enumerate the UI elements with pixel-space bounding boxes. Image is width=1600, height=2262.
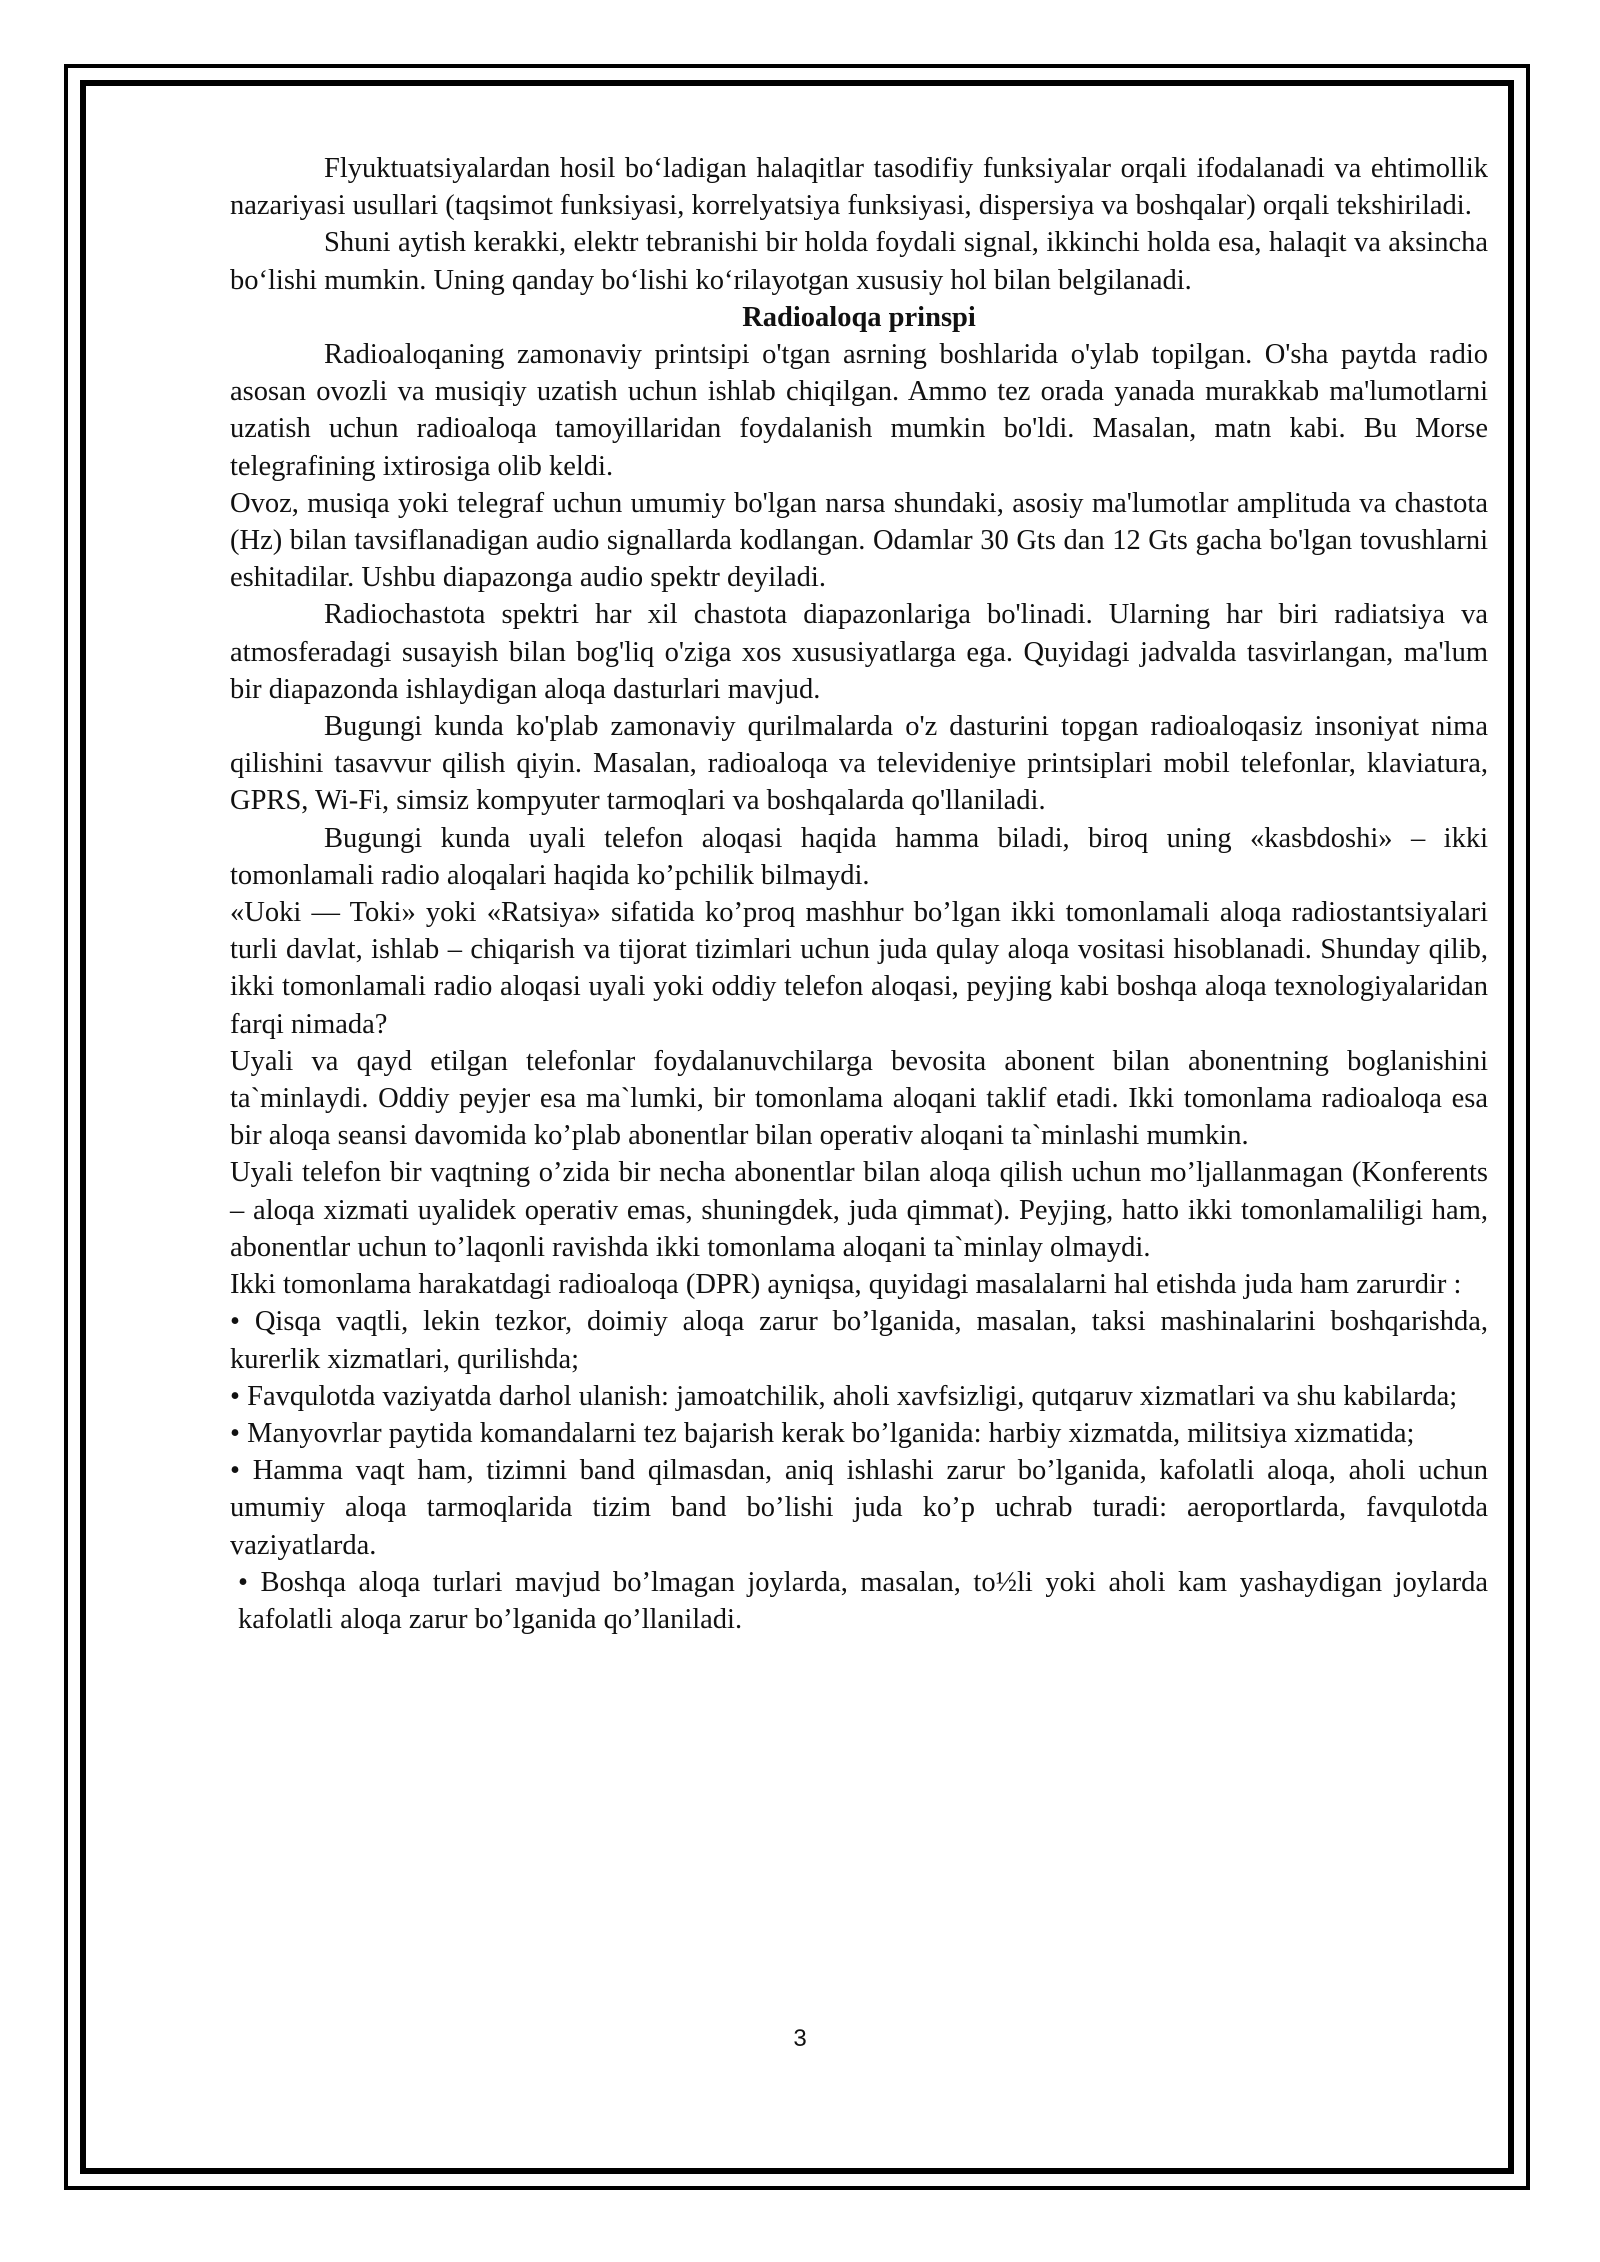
paragraph: Bugungi kunda ko'plab zamonaviy qurilmalarda o'z dasturini topgan radioaloqasiz insoniyat nima qilishini tasavvur qilish qiyin. Masalan, radioaloqa va televideniye printsiplari mobil telefonlar, klaviatura, GPRS, Wi-Fi, simsiz kompyuter tarmoqlari va boshqalarda qo'llaniladi. [230,711,1488,817]
bullet-item: • Manyovrlar paytida komandalarni tez bajarish kerak bo’lganida: harbiy xizmatda, militsiya xizmatida; [230,1417,1415,1449]
paragraph: Shuni aytish kerakki, elektr tebranishi bir holda foydali signal, ikkinchi holda esa, halaqit va aksincha bo‘lishi mumkin. Uning qanday bo‘lishi ko‘rilayotgan xususiy hol bilan belgilanadi. [230,227,1488,296]
paragraph: Uyali telefon bir vaqtning o’zida bir necha abonentlar bilan aloqa qilish uchun mo’ljallanmagan (Konferents – aloqa xizmati uyalidek operativ emas, shuningdek, juda qimmat). Peyjing, hatto ikki tomonlamaliligi ham, abonentlar uchun to’laqonli ravishda ikki tomonlama aloqani ta`minlay olmaydi. [230,1157,1488,1263]
section-heading: Radioaloqa prinspi [742,301,976,333]
paragraph: Bugungi kunda uyali telefon aloqasi haqida hamma biladi, biroq uning «kasbdoshi» – ikki tomonlamali radio aloqalari haqida ko’pchilik bilmaydi. [230,822,1488,891]
paragraph: Radiochastota spektri har xil chastota diapazonlariga bo'linadi. Ularning har biri radiatsiya va atmosferadagi susayish bilan bog'liq o'ziga xos xususiyatlarga ega. Quyidagi jadvalda tasvirlangan, ma'lum bir diapazonda ishlaydigan aloqa dasturlari mavjud. [230,599,1488,705]
page-number: 3 [793,2025,807,2052]
document-body [230,150,1488,1638]
paragraph: Ovoz, musiqa yoki telegraf uchun umumiy bo'lgan narsa shundaki, asosiy ma'lumotlar amplituda va chastota (Hz) bilan tavsiflanadigan audio signallarda kodlangan. Odamlar 30 Gts dan 12 Gts gacha bo'lgan tovushlarni eshitadilar. Ushbu diapazonga audio spektr deyiladi. [230,487,1488,594]
bullet-item: • Hamma vaqt ham, tizimni band qilmasdan, aniq ishlashi zarur bo’lganida, kafolatli aloqa, aholi uchun umumiy aloqa tarmoqlarida tizim band bo’lishi juda ko’p uchrab turadi: aeroportlarda, favqulotda vaziyatlarda. [230,1455,1488,1561]
bullet-item: • Favqulotda vaziyatda darhol ulanish: jamoatchilik, aholi xavfsizligi, qutqaruv xizmatlari va shu kabilarda; [230,1380,1458,1412]
paragraph: Flyuktuatsiyalardan hosil bo‘ladigan halaqitlar tasodifiy funksiyalar orqali ifodalanadi va ehtimollik nazariyasi usullari (taqsimot funksiyasi, korrelyatsiya funksiyasi, dispersiya va boshqalar) orqali tekshiriladi. [230,153,1488,222]
bullet-item: • Boshqa aloqa turlari mavjud bo’lmagan joylarda, masalan, to½li yoki aholi kam yashaydigan joylarda kafolatli aloqa zarur bo’lganida qo’llaniladi. [238,1566,1488,1635]
paragraph: Radioaloqaning zamonaviy printsipi o'tgan asrning boshlarida o'ylab topilgan. O'sha paytda radio asosan ovozli va musiqiy uzatish uchun ishlab chiqilgan. Ammo tez orada yanada murakkab ma'lumotlarni uzatish uchun radioaloqa tamoyillaridan foydalanish mumkin bo'ldi. Masalan, matn kabi. Bu Morse telegrafining ixtirosiga olib keldi. [230,339,1488,482]
paragraph: Uyali va qayd etilgan telefonlar foydalanuvchilarga bevosita abonent bilan abonentning boglanishini ta`minlaydi. Oddiy peyjer esa ma`lumki, bir tomonlama aloqani taklif etadi. Ikki tomonlama radioaloqa esa bir aloqa seansi davomida ko’plab abonentlar bilan operativ aloqani ta`minlashi mumkin. [230,1045,1488,1152]
paragraph: «Uoki — Toki» yoki «Ratsiya» sifatida ko’proq mashhur bo’lgan ikki tomonlamali aloqa radiostantsiyalari turli davlat, ishlab – chiqarish va tijorat tizimlari uchun juda qulay aloqa vositasi hisoblanadi. Shunday qilib, ikki tomonlamali radio aloqasi uyali yoki oddiy telefon aloqasi, peyjing kabi boshqa aloqa texnologiyalaridan farqi nimada? [230,897,1488,1040]
bullet-item: • Qisqa vaqtli, lekin tezkor, doimiy aloqa zarur bo’lganida, masalan, taksi mashinalarini boshqarishda, kurerlik xizmatlari, qurilishda; [230,1306,1488,1375]
paragraph: Ikki tomonlama harakatdagi radioaloqa (DPR) ayniqsa, quyidagi masalalarni hal etishda juda ham zarurdir : [230,1269,1462,1301]
